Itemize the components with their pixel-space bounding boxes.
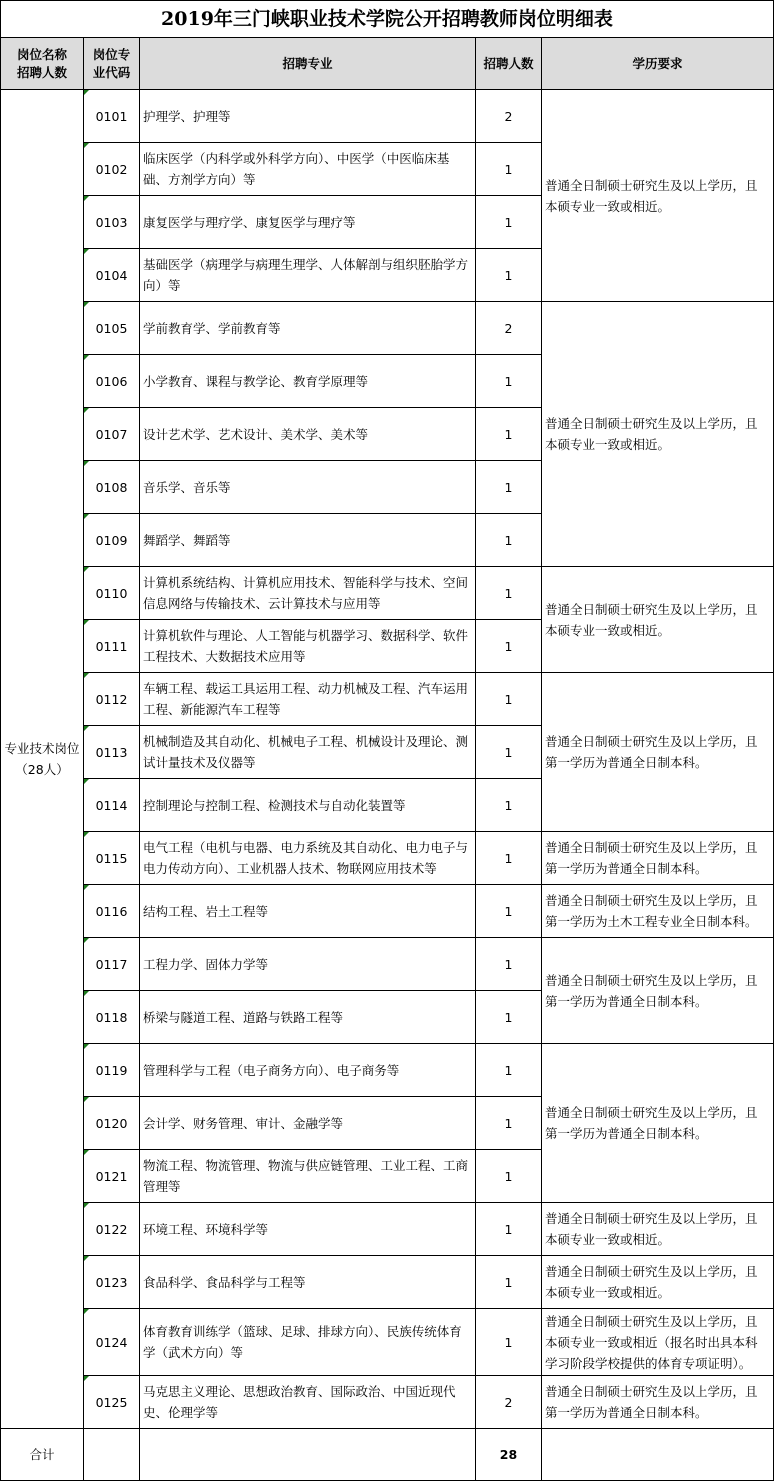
code-cell: 0123 (84, 1256, 140, 1309)
table-row (1, 1309, 774, 1376)
education-cell: 普通全日制硕士研究生及以上学历，且第一学历为普通全日制本科。 (542, 673, 774, 832)
table-row (1, 832, 774, 885)
education-cell: 普通全日制硕士研究生及以上学历，且第一学历为普通全日制本科。 (542, 832, 774, 885)
major-cell: 结构工程、岩土工程等 (140, 885, 476, 938)
code-cell: 0116 (84, 885, 140, 938)
code-cell: 0106 (84, 355, 140, 408)
code-cell: 0101 (84, 90, 140, 143)
count-cell: 1 (476, 726, 542, 779)
count-cell: 2 (476, 302, 542, 355)
total-count: 28 (476, 1429, 542, 1481)
education-cell: 普通全日制硕士研究生及以上学历，且第一学历为普通全日制本科。 (542, 1376, 774, 1429)
major-cell: 车辆工程、载运工具运用工程、动力机械及工程、汽车运用工程、新能源汽车工程等 (140, 673, 476, 726)
major-cell: 计算机软件与理论、人工智能与机器学习、数据科学、软件工程技术、大数据技术应用等 (140, 620, 476, 673)
major-cell: 机械制造及其自动化、机械电子工程、机械设计及理论、测试计量技术及仪器等 (140, 726, 476, 779)
education-cell: 普通全日制硕士研究生及以上学历，且第一学历为普通全日制本科。 (542, 938, 774, 1044)
major-cell: 舞蹈学、舞蹈等 (140, 514, 476, 567)
code-cell: 0114 (84, 779, 140, 832)
major-cell: 管理科学与工程（电子商务方向）、电子商务等 (140, 1044, 476, 1097)
major-cell: 基础医学（病理学与病理生理学、人体解剖与组织胚胎学方向）等 (140, 249, 476, 302)
table-row (1, 885, 774, 938)
major-cell: 会计学、财务管理、审计、金融学等 (140, 1097, 476, 1150)
count-cell: 1 (476, 1097, 542, 1150)
code-cell: 0107 (84, 408, 140, 461)
code-cell: 0110 (84, 567, 140, 620)
count-cell: 1 (476, 355, 542, 408)
education-cell: 普通全日制硕士研究生及以上学历，且第一学历为普通全日制本科。 (542, 1044, 774, 1203)
code-cell: 0118 (84, 991, 140, 1044)
code-cell: 0115 (84, 832, 140, 885)
count-cell: 1 (476, 514, 542, 567)
table-row (1, 1376, 774, 1429)
count-cell: 1 (476, 1044, 542, 1097)
table-row (1, 1256, 774, 1309)
code-cell: 0105 (84, 302, 140, 355)
major-cell: 音乐学、音乐等 (140, 461, 476, 514)
code-cell: 0102 (84, 143, 140, 196)
code-cell: 0103 (84, 196, 140, 249)
major-cell: 计算机系统结构、计算机应用技术、智能科学与技术、空间信息网络与传输技术、云计算技术与应用等 (140, 567, 476, 620)
major-cell: 物流工程、物流管理、物流与供应链管理、工业工程、工商管理等 (140, 1150, 476, 1203)
count-cell: 1 (476, 991, 542, 1044)
code-cell: 0119 (84, 1044, 140, 1097)
table-row (1, 302, 774, 355)
total-empty-major (140, 1429, 476, 1481)
count-cell: 1 (476, 1256, 542, 1309)
count-cell: 1 (476, 620, 542, 673)
table-row (1, 938, 774, 991)
code-cell: 0104 (84, 249, 140, 302)
count-cell: 1 (476, 196, 542, 249)
major-cell: 电气工程（电机与电器、电力系统及其自动化、电力电子与电力传动方向）、工业机器人技术、物联网应用技术等 (140, 832, 476, 885)
table-row (1, 673, 774, 726)
code-cell: 0120 (84, 1097, 140, 1150)
education-cell: 普通全日制硕士研究生及以上学历，且本硕专业一致或相近。 (542, 1203, 774, 1256)
header-major: 招聘专业 (140, 38, 476, 90)
code-cell: 0125 (84, 1376, 140, 1429)
major-cell: 工程力学、固体力学等 (140, 938, 476, 991)
major-cell: 桥梁与隧道工程、道路与铁路工程等 (140, 991, 476, 1044)
count-cell: 1 (476, 408, 542, 461)
position-label: 专业技术岗位 (4, 741, 80, 756)
education-cell: 普通全日制硕士研究生及以上学历，且本硕专业一致或相近。 (542, 567, 774, 673)
table-row (1, 1203, 774, 1256)
title-row (1, 1, 774, 38)
count-cell: 1 (476, 567, 542, 620)
code-cell: 0109 (84, 514, 140, 567)
major-cell: 控制理论与控制工程、检测技术与自动化装置等 (140, 779, 476, 832)
header-row (1, 38, 774, 90)
major-cell: 康复医学与理疗学、康复医学与理疗等 (140, 196, 476, 249)
total-empty-education (542, 1429, 774, 1481)
count-cell: 1 (476, 832, 542, 885)
code-cell: 0121 (84, 1150, 140, 1203)
code-cell: 0108 (84, 461, 140, 514)
count-cell: 1 (476, 461, 542, 514)
count-cell: 1 (476, 249, 542, 302)
total-empty-code (84, 1429, 140, 1481)
major-cell: 小学教育、课程与教学论、教育学原理等 (140, 355, 476, 408)
header-position-line2: 招聘人数 (16, 64, 67, 80)
header-code-line2: 业代码 (92, 64, 131, 80)
table-row (1, 567, 774, 620)
header-position (1, 38, 84, 90)
count-cell: 1 (476, 938, 542, 991)
total-label: 合计 (1, 1429, 84, 1481)
code-cell: 0112 (84, 673, 140, 726)
major-cell: 设计艺术学、艺术设计、美术学、美术等 (140, 408, 476, 461)
table-row (1, 90, 774, 143)
major-cell: 环境工程、环境科学等 (140, 1203, 476, 1256)
major-cell: 体育教育训练学（篮球、足球、排球方向）、民族传统体育学（武术方向）等 (140, 1309, 476, 1376)
code-cell: 0117 (84, 938, 140, 991)
count-cell: 2 (476, 90, 542, 143)
code-cell: 0124 (84, 1309, 140, 1376)
major-cell: 食品科学、食品科学与工程等 (140, 1256, 476, 1309)
header-code (84, 38, 140, 90)
count-cell: 1 (476, 1309, 542, 1376)
header-position-line1: 岗位名称 (16, 46, 67, 62)
header-education: 学历要求 (542, 38, 774, 90)
count-cell: 1 (476, 1203, 542, 1256)
count-cell: 1 (476, 779, 542, 832)
major-cell: 学前教育学、学前教育等 (140, 302, 476, 355)
education-cell: 普通全日制硕士研究生及以上学历，且本硕专业一致或相近。 (542, 302, 774, 567)
major-cell: 护理学、护理等 (140, 90, 476, 143)
page-title: 2019年三门峡职业技术学院公开招聘教师岗位明细表 (1, 1, 774, 38)
education-cell: 普通全日制硕士研究生及以上学历，且本硕专业一致或相近（报名时出具本科学习阶段学校提供的体育专项证明）。 (542, 1309, 774, 1376)
count-cell: 1 (476, 1150, 542, 1203)
education-cell: 普通全日制硕士研究生及以上学历，且本硕专业一致或相近。 (542, 90, 774, 302)
count-cell: 1 (476, 143, 542, 196)
education-cell: 普通全日制硕士研究生及以上学历，且第一学历为土木工程专业全日制本科。 (542, 885, 774, 938)
major-cell: 马克思主义理论、思想政治教育、国际政治、中国近现代史、伦理学等 (140, 1376, 476, 1429)
position-count: （28人） (15, 762, 69, 777)
count-cell: 1 (476, 673, 542, 726)
table-row (1, 1044, 774, 1097)
count-cell: 2 (476, 1376, 542, 1429)
code-cell: 0122 (84, 1203, 140, 1256)
education-cell: 普通全日制硕士研究生及以上学历，且本硕专业一致或相近。 (542, 1256, 774, 1309)
total-row (1, 1429, 774, 1481)
count-cell: 1 (476, 885, 542, 938)
position-cell (1, 90, 84, 1429)
code-cell: 0111 (84, 620, 140, 673)
major-cell: 临床医学（内科学或外科学方向）、中医学（中医临床基础、方剂学方向）等 (140, 143, 476, 196)
header-count: 招聘人数 (476, 38, 542, 90)
code-cell: 0113 (84, 726, 140, 779)
header-code-line1: 岗位专 (92, 46, 131, 62)
